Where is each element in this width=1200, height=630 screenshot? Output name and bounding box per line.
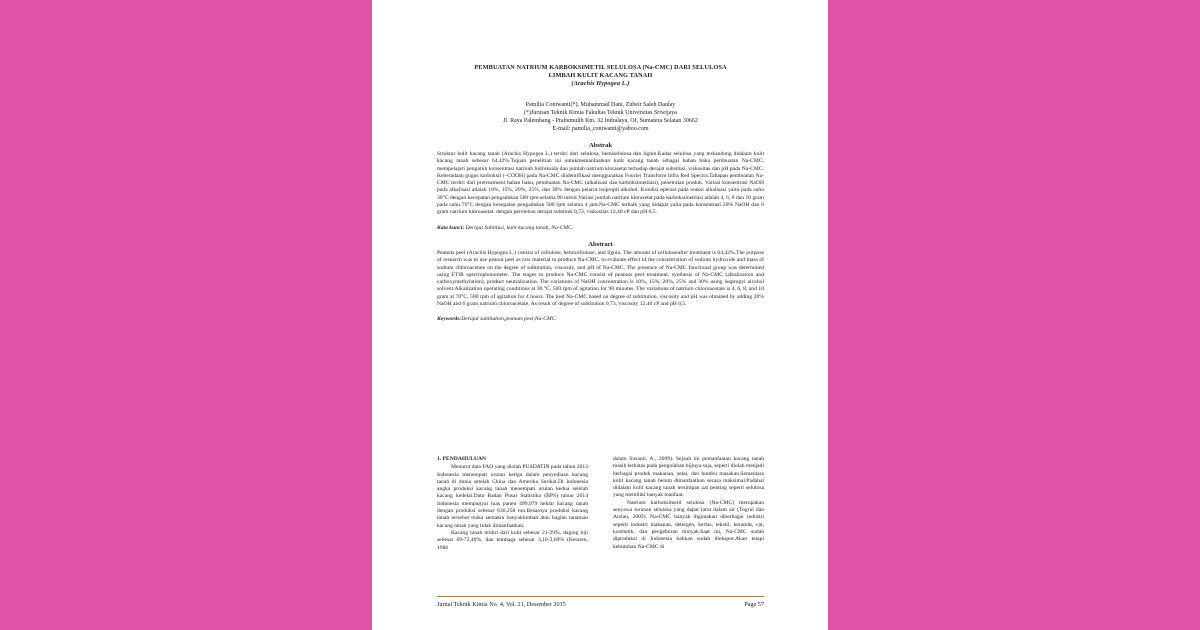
- paragraph: dalam Susanti, A., 2009). Sejauh ini pemanfaatan kacang tanah masih terbatas pada pengolahan bijinya saja, seperti diolah menjadi berbagai produk makanan, selai, dan bumbu masakan.Sementara kulit kacang tanah belum dimanfaatkan secara maksimal.Padahal didalam kulit kacang tanah tersimpan zat penting seperti selulosa yang memiliki banyak manfaat.: [613, 456, 764, 499]
- journal-citation: Jurnal Teknik Kimia No. 4, Vol. 21, Desember 2015: [437, 601, 566, 608]
- right-column: [613, 456, 764, 551]
- paper-header-block: [437, 64, 764, 324]
- page-number: Page 57: [744, 601, 764, 608]
- body-columns: [437, 456, 764, 584]
- kata-kunci: [437, 225, 764, 232]
- author-address: Jl. Raya Palembang - Prabumulih Km. 32 Indralaya, OI, Sumatera Selatan 30662: [503, 118, 698, 124]
- author-names: Pamilia Coniwanti(*), Muhammad Dani, Zubeir Saleh Daulay: [525, 102, 676, 108]
- paragraph: Menurut data FAO yang diolah PUSDATIN pada tahun 2013 Indonesia menempati urutan ketiga dalam penyediaan kacang tanah di dunia setelah China dan Amerika Serikat.Di Indonesia angka produksi kacang tanah menempati urutan kedua setelah kacang kedelai.Data Badan Pusat Statistika (BPS) tahun 2014 Indonesia mempunyai luas panen 499,079 hektar kacang tanah dengan produksi sebesar 638,258 ton.Besarnya produksi kacang tanah tersebut maka semakin banyaklimbah atau bagian tanaman kacang tanah yang tidak dimanfaatkan.: [437, 464, 588, 529]
- author-email: E-mail: pamilia_coniwanti@yahoo.com: [552, 126, 649, 132]
- page-footer: [437, 601, 764, 609]
- kata-kunci-label: Kata kunci:: [437, 224, 465, 231]
- paragraph: Kacang tanah terdiri dari kulit sebesar 21-29%, daging biji sebesar 69-72,40%, dan lembaga sebesar 3,10-3,60% (Ketaren, 1986: [437, 529, 588, 551]
- abstract-heading: Abstract: [588, 240, 613, 248]
- keywords: [437, 316, 764, 323]
- keywords-label: Keywords:: [437, 316, 462, 323]
- keywords-values: Derajat subtitution,peanuts peel,Na-CMC.: [461, 316, 557, 323]
- section-heading: 1. PENDAHULUAN: [437, 456, 487, 462]
- abstrak-heading: Abstrak: [588, 142, 613, 149]
- title-line-3: (Arachis Hypogea L.): [571, 80, 630, 87]
- author-affiliation: (*)Jurusan Teknik Kimia Fakultas Teknik Universitas Sriwijaya: [524, 110, 677, 116]
- abstrak-text: Struktur kulit kacang tanah (Arachis Hypogea L.) terdiri dari selulosa, hemiselulosa dan lignin.Kadar selulosa yang terkandung didalam kulit kacang tanah sebesar 64,42%.Tujuan penelitian ini untukmemanfaatkan kulit kacang tanah sebagai bahan baku pembuatan Na-CMC, mempelajari pengaruh konsentrasi natrium hidroksida dan jumlah natrium klorasetat terhadap derajat subsitusi, viskositas dan pH pada Na-CMC. Keberadaan gugus karboksil (–COOH) pada Na-CMC diidentifikasi menggunakan Fourier Transform Infra Red Spectra.Tahapan pembuatan Na-CMC terdiri dari pretreatment bahan baku, pembuatan Na-CMC (alkalisasi dan karboksimetilasi), penetralan produk. Variasi konsentrasi NaOH pada alkalisasi adalah 10%, 15%, 20%, 25%, dan 30% dengan pelarut isopropil alkohol. Kondisi operasi pada reaksi alkalisasi yaitu pada suhu 30°C dengan kecepatan pengadukan 500 rpm selama 90 menit.Variasi jumlah natrium klorasetat pada karboksimetilasi adalah 4, 6, 8 dan 10 gram pada suhu 70°C dengan kecepatan pengadukan 500 rpm selama 4 jam.Na-CMC terbaik yang didapat yaitu pada konsentrasi 20% NaOH dan 6 gram natrium kloroasetat. dengan perolehan derajat subtitusi 0,73, viskositas 12,40 cP dan pH 6,5.: [437, 151, 764, 216]
- kata-kunci-values: Derajat Subtitusi, kulit kacang tanah, Na-CMC.: [464, 224, 574, 231]
- title-line-1: PEMBUATAN NATRIUM KARBOKSIMETIL SELULOSA (Na-CMC) DARI SELULOSA: [474, 64, 727, 71]
- paragraph: Natrium karboksimetil selulosa (Na-CMC) merupakan senyawa turunan selulosa yang dapat larut dalam air (Togrul dan Arslan, 2003). Na-CMC banyak digunakan diberbagai industri seperti industri makanan, detergen, kertas, tekstil, keramik, cat, kosmetik, dan pengeboran minyak.Saat ini, Na-CMC sudah diproduksi di Indonesia bahkan sudah diekspor.Akan tetapi kebutuhan Na-CMC di: [613, 499, 764, 550]
- title-line-2: LIMBAH KULIT KACANG TANAH: [548, 72, 653, 79]
- paper-page: [372, 0, 828, 630]
- abstract-text: Peanuts peel (Arachis Hypogea L.) consist of cellulose, hemicellulose, and lignin. The amount of celluloseafter treatment is 64,42%.The purpose of research was to use peanut peel as raw material to produce Na-CMC, to evaluate effect of the concentration of sodium hydroxide and mass of sodium chloroacetate on the degree of subtitution, viscosity, and pH of Na-CMC. The presence of Na-CMC functional group was determined using FTIR spectrophotometer. The stages to produce Na-CMC consist of peanuts peel treatment, synthesis of Na-CMC (alkalization and carboxymethylation), product neutralization. The variations of NaOH concentration is 10%, 15%, 20%, 25% and 30% using isopropyl alcohol solvent.Alkalization operating conditions at 30 °C, 500 rpm of agitation for 90 minutes. The variations of natrium chloroacetate is 4, 6, 8, and 10 gram at 70°C, 500 rpm of agitation for 4 hours. The best Na-CMC based on degree of subtitution, viscosity and pH was obtained by adding 20% NaOH and 6 gram natrium chloroacetate. As result of degree of subtitution 0,73, viscosity 12,40 cP and pH 6,5.: [437, 249, 764, 308]
- paper-title: [437, 64, 764, 88]
- footer-rule: [437, 596, 764, 597]
- author-block: [437, 101, 764, 133]
- left-column: [437, 456, 588, 552]
